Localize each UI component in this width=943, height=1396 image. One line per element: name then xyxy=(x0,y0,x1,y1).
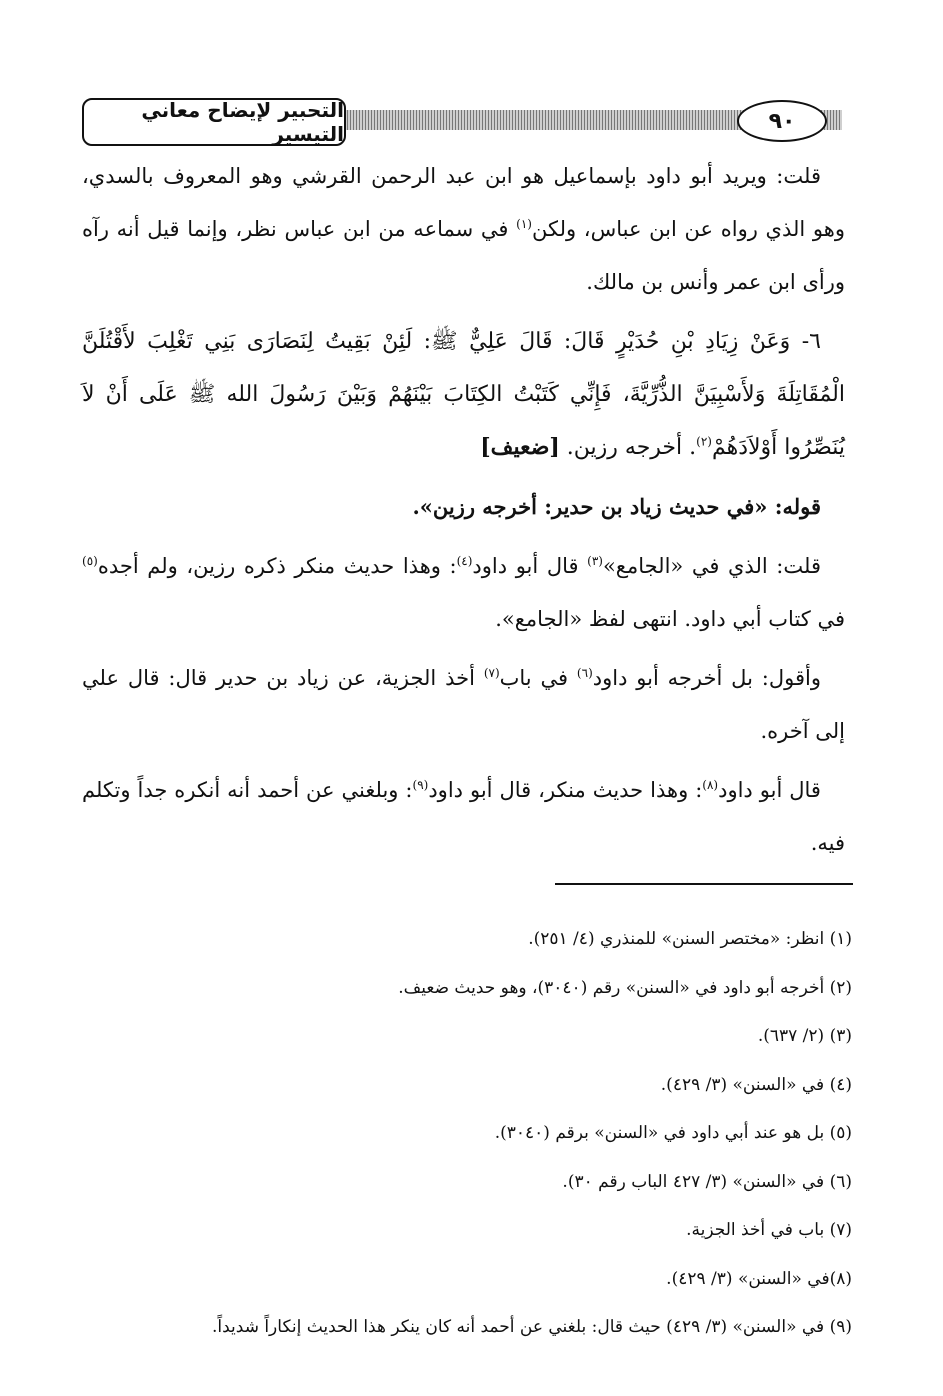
footnote-ref: (٨) xyxy=(702,778,719,792)
footnote-ref: (٣) xyxy=(587,554,603,568)
footnote-ref: (٦) xyxy=(576,666,593,680)
hadith-6: ٦- وَعَنْ زِيَادِ بْنِ حُدَيْرٍ قَالَ: قَالَ عَلِيٌّ ﷺ: لَئِنْ بَقِيتُ لِنَصَارَى بَنِي تَغْلِبَ لأَقْتُلَنَّ الْمُقَاتِلَةَ وَلأَسْبِيَنَّ الذُّرِّيَّةَ، فَإِنِّي كَتَبْتُ الكِتَابَ بَيْنَهُمْ وَبَيْنَ رَسُولَ الله ﷺ عَلَى أَنْ لاَ يُنَصِّرُوا أَوْلاَدَهُمْ$^{(٢)}$. أخرجه رزين. [ضعيف] xyxy=(82,329,845,460)
footnote-divider xyxy=(555,883,853,885)
footnotes xyxy=(82,915,852,1352)
footnote-ref: (١) xyxy=(516,217,532,231)
main-text xyxy=(82,150,845,876)
page-header xyxy=(82,98,846,146)
footnote-1: (١) انظر: «مختصر السنن» للمنذري (٤/ ٢٥١). xyxy=(528,929,852,949)
footnote-8: (٨)في «السنن» (٣/ ٤٢٩). xyxy=(666,1268,852,1289)
footnote-7: (٧) باب في أخذ الجزية. xyxy=(686,1220,852,1240)
paragraph-3: قوله: «في حديث زياد بن حدير: أخرجه رزين». xyxy=(412,494,821,519)
footnote-2: (٢) أخرجه أبو داود في «السنن» رقم (٣٠٤٠)، وهو حديث ضعيف. xyxy=(398,977,852,998)
footnote-4: (٤) في «السنن» (٣/ ٤٢٩). xyxy=(660,1074,852,1095)
page-number: ٩٠ xyxy=(737,100,827,142)
footnote-3: (٣) (٢/ ٦٣٧). xyxy=(757,1026,852,1046)
hadith-grade: [ضعيف] xyxy=(480,434,560,460)
footnote-ref: (٢) xyxy=(696,434,712,449)
footnote-ref: (٩) xyxy=(412,778,429,792)
footnote-ref: (٧) xyxy=(483,666,500,680)
footnote-5: (٥) بل هو عند أبي داود في «السنن» برقم (٣٠٤٠). xyxy=(494,1123,852,1143)
paragraph-1: قلت: ويريد أبو داود بإسماعيل هو ابن عبد الرحمن القرشي وهو المعروف بالسدي، وهو الذي رواه عن ابن عباس، ولكن$^{(١)}$ في سماعه من ابن عباس نظر، وإنما قيل أنه رآه ورأى ابن عمر وأنس بن مالك. xyxy=(82,164,845,294)
footnote-9: (٩) في «السنن» (٣/ ٤٢٩) حيث قال: بلغني عن أحمد أنه كان ينكر هذا الحديث إنكاراً شديداً. xyxy=(211,1317,852,1337)
paragraph-6: قال أبو داود$^{(٨)}$: وهذا حديث منكر، قال أبو داود$^{(٩)}$: وبلغني عن أحمد أنه أنكره جداً وتكلم فيه. xyxy=(82,778,845,855)
paragraph-4: قلت: الذي في «الجامع»$^{(٣)}$ قال أبو داود$^{(٤)}$: وهذا حديث منكر ذكره رزين، ولم أجده$^{(٥)}$ في كتاب أبي داود. انتهى لفظ «الجامع». xyxy=(82,554,845,631)
footnote-ref: (٤) xyxy=(456,554,473,568)
book-title: التحبير لإيضاح معاني التيسير xyxy=(82,98,346,146)
footnote-6: (٦) في «السنن» (٣/ ٤٢٧ الباب رقم ٣٠). xyxy=(562,1171,852,1192)
footnote-ref: (٥) xyxy=(82,554,98,568)
paragraph-5: وأقول: بل أخرجه أبو داود$^{(٦)}$ في باب$^{(٧)}$ أخذ الجزية، عن زياد بن حدير قال: قال علي إلى آخره. xyxy=(82,666,845,743)
